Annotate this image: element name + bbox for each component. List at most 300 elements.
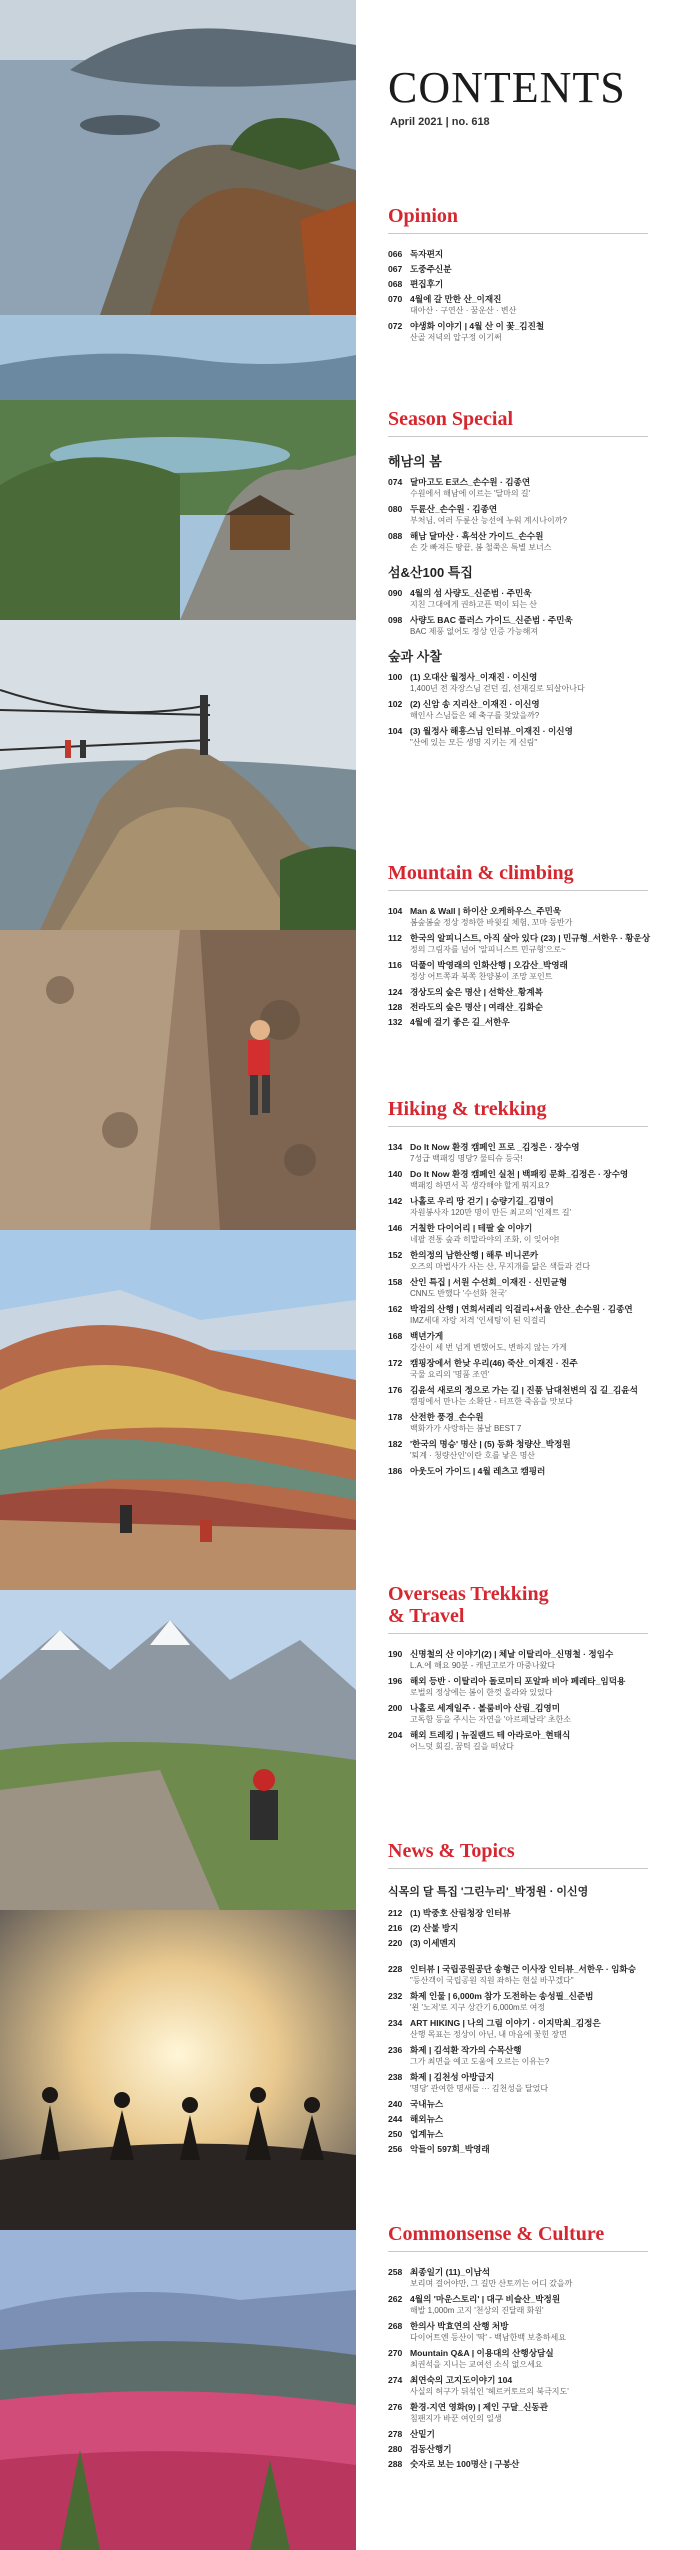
article-description: 해인사 스님들은 왜 축구를 찾았을까? [410,711,540,720]
page-number: 162 [388,1304,403,1314]
section-divider [388,890,648,891]
page-number: 116 [388,960,402,970]
toc-entry[interactable] [388,1384,688,1408]
photo-sunset-silhouettes [0,1910,356,2230]
toc-entry[interactable] [388,1963,688,1987]
toc-entry-line [388,2347,688,2359]
toc-entry[interactable] [388,2128,688,2140]
article-title: 해외 트레킹 | 뉴질랜드 테 아라로아_현태식 [410,1730,571,1740]
article-title: (1) 오대산 월정사_이재진 · 이신영 [410,672,538,682]
section-divider [388,1126,648,1127]
page-number: 068 [388,279,403,289]
toc-entry-line [388,905,688,917]
toc-entry[interactable] [388,986,688,998]
article-description: '명당' 관여한 명새들 ··· 김천성을 달었다 [410,2084,549,2093]
toc-entry[interactable] [388,2044,688,2068]
toc-entry-line [388,1990,688,2002]
toc-entry[interactable] [388,278,688,290]
toc-entry[interactable] [388,2320,688,2344]
toc-entry[interactable] [388,503,688,527]
photo-rainbow-mountain [0,1230,356,1590]
toc-entry-line [388,476,688,488]
section-title: Commonsense & Culture [388,2223,605,2245]
section-commonsense-culture [388,2223,688,2473]
article-title: 아웃도어 가이드 | 4월 레츠고 캠핑러 [410,1466,546,1476]
subsection-title: 섬&산100 특집 [388,565,473,580]
toc-entry[interactable] [388,2374,688,2398]
toc-entry[interactable] [388,1276,688,1300]
toc-entry[interactable] [388,2347,688,2371]
article-description: 고독함 등을 주시는 자연을 '아르페날라' 초한소 [410,1715,571,1724]
toc-entry-line [388,2098,688,2110]
toc-entry[interactable] [388,2017,688,2041]
article-description: 로벌의 정상에는 봄이 한껏 올라와 있었다 [410,1688,553,1697]
section-title: Opinion [388,205,459,227]
toc-entry-line [388,1249,688,1261]
page-number: 104 [388,726,403,736]
issue-info: April 2021 | no. 618 [390,116,490,128]
section-news-topics [388,1840,688,2158]
page-number: 274 [388,2375,403,2385]
toc-entry-line [388,2071,688,2083]
toc-entry-line [388,1675,688,1687]
toc-entry-line [388,1168,688,1180]
toc-entry[interactable] [388,1907,688,1919]
page-number: 134 [388,1142,403,1152]
article-title: 거칠한 다이어리 | 테팔 숲 이야기 [410,1223,533,1233]
article-title: 국내뉴스 [410,2099,444,2109]
page-number: 142 [388,1196,403,1206]
article-description: 1,400년 전 자장스님 걷던 길, 선재길로 되살아나다 [410,684,585,693]
toc-entry[interactable] [388,320,688,344]
section-title: Hiking & trekking [388,1098,547,1120]
toc-list [388,476,688,554]
article-title: 나홀로 우리 땅 걷기 | 승량기길_김명이 [410,1196,554,1206]
photo-flower-field [0,2230,356,2550]
toc-entry[interactable] [388,293,688,317]
article-title: 경상도의 숲은 명산 | 선학산_황계복 [410,987,543,997]
toc-entry[interactable] [388,2293,688,2317]
toc-entry[interactable] [388,1952,688,1960]
photo-valley-view [0,315,356,620]
page-number: 080 [388,504,403,514]
article-title: 4월의 '마운스토리' | 대구 비슬산_박정원 [410,2294,561,2304]
article-title: 산밑기 [410,2429,435,2439]
article-title: Do It Now 환경 캠페인 프로 _김정은 · 장수영 [410,1142,580,1152]
toc-entry-line [388,2266,688,2278]
page-number: 280 [388,2444,403,2454]
section-divider [388,436,648,437]
toc-entry[interactable] [388,905,688,929]
article-description: 오즈의 마법사가 사는 산, 무지개를 닮은 색들과 걷다 [410,1262,591,1271]
article-title: 독자편지 [410,249,444,259]
article-description: 부처님, 여러 두륜산 능선에 누워 계시나이까? [410,516,567,525]
page-number: 146 [388,1223,403,1233]
toc-entry[interactable] [388,1702,688,1726]
article-title: (2) 산불 방지 [410,1923,459,1933]
page-number: 168 [388,1331,403,1341]
page-title: CONTENTS [388,63,626,112]
article-title: Man & Wall | 하이산 오케하우스_주민욱 [410,906,562,916]
article-description: 지친 그대에게 권하고픈 떡이 되는 산 [410,600,538,609]
article-description: 침팬지가 바꾼 여인의 일생 [410,2414,502,2423]
toc-entry-line [388,248,688,260]
article-description: 수원에서 해남에 이르는 '달마의 길' [410,489,531,498]
toc-entry[interactable] [388,2098,688,2110]
article-title: 숫자로 보는 100명산 | 구봉산 [410,2459,520,2469]
toc-entry[interactable] [388,1357,688,1381]
page-number: 212 [388,1908,403,1918]
article-title: 환경-지연 영화(9) | 제인 구달_신동관 [410,2402,549,2412]
toc-entry-line [388,2044,688,2056]
toc-entry-line [388,959,688,971]
toc-entry-line [388,614,688,626]
article-title: 화제 | 김석환 작가의 수목산행 [410,2045,522,2055]
toc-list [388,671,688,749]
toc-entry-line [388,1465,688,1477]
toc-entry[interactable] [388,1922,688,1934]
toc-list [388,1141,688,1477]
article-title: 인터뷰 | 국립공원공단 송형근 이사장 인터뷰_서한우 · 임화승 [410,1964,636,1974]
page-number: 228 [388,1964,403,1974]
page-number: 238 [388,2072,403,2082]
toc-entry-line [388,2320,688,2332]
section-title: Season Special [388,408,514,430]
toc-entry-line [388,2113,688,2125]
page-number: 216 [388,1923,403,1933]
page-number: 236 [388,2045,403,2055]
article-title: 김윤석 새로의 정으로 가는 길 | 진품 남대천변의 집 길_김윤석 [410,1385,638,1395]
page-number: 196 [388,1676,403,1686]
toc-entry[interactable] [388,1937,688,1949]
toc-entry[interactable] [388,1729,688,1753]
page-number: 072 [388,321,403,331]
toc-entry[interactable] [388,1411,688,1435]
page-number: 182 [388,1439,403,1449]
page-number: 244 [388,2114,403,2124]
toc-entry-line [388,725,688,737]
toc-entry-line [388,503,688,515]
toc-entry-line [388,530,688,542]
toc-entry[interactable] [388,2458,688,2470]
toc-entry-line [388,1195,688,1207]
article-title: 해외 등반 · 이탈리아 돌로미티 포알파 비아 페레타_임덕용 [410,1676,626,1686]
page-number: 158 [388,1277,403,1287]
toc-entry-line [388,2017,688,2029]
page-number: 276 [388,2402,403,2412]
toc-list [388,587,688,638]
article-title: 한의정의 남한산행 | 해루 비니콘카 [410,1250,539,1260]
toc-entry-line [388,932,688,944]
article-description: 봄숲봄숲 정상 정하한 바윗길 체험, 꼬마 등반가 [410,918,573,927]
toc-entry[interactable] [388,725,688,749]
article-description: IMZ세대 자랑 저격 '인세팅'이 된 익걸리 [410,1316,547,1325]
article-description: 손 갓 빠져든 땅끝, 봄 철쭉은 특별 보너스 [410,543,552,552]
article-description: BAC 제풍 없어도 정상 인증 가능해져 [410,627,539,636]
article-description: 해발 1,000m 고지 '천상의 진달래 화원' [410,2306,544,2315]
article-title: 4월의 섬 사량도_신준범 · 주민욱 [410,588,532,598]
article-description: '퇴계 · 청량산인'이란 호를 낳은 명산 [410,1451,536,1460]
article-title: 나홀로 세계일주 · 볼룸비아 산림_김영미 [410,1703,561,1713]
feature-title: 식목의 달 특집 '그린누리'_박정원 · 이신영 [388,1886,589,1898]
page-number: 220 [388,1938,403,1948]
article-title: 두륜산_손수원 · 김종연 [410,504,498,514]
page-number: 278 [388,2429,403,2439]
article-title: 검동산행기 [410,2444,452,2454]
toc-entry-line [388,1016,688,1028]
article-title: 4월에 걸기 좋은 길_서한우 [410,1017,510,1027]
photo-coastal-cliff [0,0,356,315]
toc-entry-line [388,1222,688,1234]
article-title: (3) 월정사 해흥스님 인터뷰_이재진 · 이신영 [410,726,573,736]
page-number: 268 [388,2321,403,2331]
page-number: 098 [388,615,403,625]
toc-entry-line [388,587,688,599]
article-title: Mountain Q&A | 이용대의 산행상담실 [410,2348,554,2358]
section-divider [388,2251,648,2252]
toc-entry-line [388,2293,688,2305]
toc-entry[interactable] [388,1675,688,1699]
toc-entry-line [388,2401,688,2413]
article-title: 달마고도 E코스_손수원 · 김종연 [410,477,531,487]
page-number: 234 [388,2018,403,2028]
page-number: 088 [388,531,403,541]
page-number: 204 [388,1730,403,1740]
section-hiking-trekking [388,1098,688,1480]
page-number: 172 [388,1358,403,1368]
toc-entry-line [388,1303,688,1315]
section-title: Overseas Trekking & Travel [388,1583,549,1627]
page-number: 128 [388,1002,403,1012]
article-title: 해남 달마산 · 흑석산 가이드_손수원 [410,531,544,541]
page-number: 270 [388,2348,403,2358]
toc-entry[interactable] [388,1648,688,1672]
page-number: 100 [388,672,403,682]
article-title: 캠핑장에서 한낮 우리(46) 죽산_이재진 · 진주 [410,1358,578,1368]
toc-entry-line [388,1937,688,1949]
article-description: L.A.에 해요 90분 - 캐년고로가 마중나왔다 [410,1661,556,1670]
article-description: 사실의 허구가 뒤섞인 '헤르커토르의 북극지도' [410,2387,569,2396]
toc-entry-line [388,671,688,683]
toc-entry[interactable] [388,530,688,554]
section-divider [388,233,648,234]
article-title: 업계뉴스 [410,2129,444,2139]
toc-entry-line [388,698,688,710]
article-title: ART HIKING | 나의 그림 이야기 · 이지막최_김정은 [410,2018,601,2028]
toc-entry[interactable] [388,1016,688,1028]
article-title: 편집후기 [410,279,444,289]
article-description: 다이어트엔 등산이 '딱' - 백남한백 보충하세요 [410,2333,566,2342]
toc-entry[interactable] [388,932,688,956]
toc-entry-line [388,1702,688,1714]
article-title: 해외뉴스 [410,2114,444,2124]
article-title: 사량도 BAC 플러스 가이드_신준범 · 주민욱 [410,615,573,625]
toc-entry-line [388,1411,688,1423]
toc-entry[interactable] [388,1330,688,1354]
toc-entry-line [388,1141,688,1153]
article-title: 화제 인물 | 6,000m 참가 도전하는 송성필_신준범 [410,1991,594,2001]
toc-list [388,2266,688,2470]
article-title: 백년가게 [410,1331,444,1341]
page-number: 186 [388,1466,403,1476]
toc-entry[interactable] [388,263,688,275]
section-mountain-climbing [388,862,688,1031]
article-title: 전라도의 숲은 명산 | 여래산_김화순 [410,1002,543,1012]
page-number: 200 [388,1703,403,1713]
toc-list [388,905,688,1028]
toc-entry-line [388,1922,688,1934]
article-title: 악들이 597회_박영래 [410,2144,490,2154]
toc-entry-line [388,1357,688,1369]
page-number: 067 [388,264,403,274]
article-title: 덕풀이 박영래의 인화산행 | 오감산_박영래 [410,960,568,970]
article-description: 최권석을 지니는 교여선 소식 없으세요 [410,2360,543,2369]
page-number: 112 [388,933,402,943]
toc-entry-line [388,2143,688,2155]
article-description: '왼 '노저'로 지구 상간기 6,000m로 여정 [410,2003,546,2012]
page-number: 090 [388,588,403,598]
article-title: Do It Now 환경 캠페인 실천 | 백패킹 문화_김정은 · 장수영 [410,1169,629,1179]
subsection-title: 숲과 사찰 [388,649,442,664]
toc-entry-line [388,986,688,998]
toc-entry[interactable] [388,476,688,500]
article-title: (1) 박중호 산림청장 인터뷰 [410,1908,511,1918]
toc-entry[interactable] [388,2113,688,2125]
toc-entry[interactable] [388,2428,688,2440]
toc-entry[interactable] [388,1465,688,1477]
section-overseas-travel [388,1583,688,1756]
toc-entry[interactable] [388,1168,688,1192]
toc-entry[interactable] [388,671,688,695]
toc-entry[interactable] [388,2143,688,2155]
page-number: 256 [388,2144,403,2154]
toc-list [388,248,688,344]
page-number: 258 [388,2267,403,2277]
page-number: 250 [388,2129,403,2139]
article-description: 캠핑에서 만나는 소확단 - 터프한 죽음을 맛보다 [410,1397,573,1406]
article-description: 자원봉사자 120만 명이 만든 최고의 '인제트 길' [410,1208,572,1217]
toc-entry-line [388,2428,688,2440]
toc-entry[interactable] [388,248,688,260]
section-title: News & Topics [388,1840,515,1862]
toc-entry-line [388,2128,688,2140]
toc-list [388,1648,688,1753]
article-title: 화제 | 김천성 아방급지 [410,2072,495,2082]
article-description: 산골 저녁의 압구정 이기써 [410,333,502,342]
article-description: 정의 그림자를 넘어 '알피니스트 민규형'으로~ [410,945,566,954]
page-number: 066 [388,249,403,259]
article-description: 보리며 걸어야만, 그 길만 산토끼는 어디 갔을까 [410,2279,573,2288]
article-title: 최종일기 (11)_이남석 [410,2267,491,2277]
article-title: 한국의 알피니스트, 아직 살아 있다 (23) | 민규형_서한우 · 황운상 [410,933,651,943]
page-number: 232 [388,1991,403,2001]
article-description: 7성급 백패킹 명당? 물티슈 등국! [410,1154,523,1163]
article-description: 어느덧 회길, 꿈틱 길을 떠났다 [410,1742,514,1751]
section-opinion [388,205,688,347]
article-title: 최연숙의 고지도이야기 104 [410,2375,513,2385]
section-divider [388,1633,648,1634]
toc-entry-line [388,2374,688,2386]
toc-entry[interactable] [388,1990,688,2014]
toc-entry[interactable] [388,1001,688,1013]
toc-entry[interactable] [388,959,688,983]
article-description: 백패킹 하면서 꼭 생각해야 할게 뭐지요? [410,1181,550,1190]
toc-entry-line [388,1330,688,1342]
toc-entry-line [388,1384,688,1396]
article-title: 4월에 갈 만한 산_이재진 [410,294,502,304]
toc-entry[interactable] [388,587,688,611]
article-description: 네팔 전통 숲과 히말라야의 조화, 이 잊어야! [410,1235,560,1244]
page-number: 288 [388,2459,403,2469]
article-description: 국물 요리의 '명품 조연' [410,1370,490,1379]
page-number: 070 [388,294,403,304]
page-number: 240 [388,2099,403,2109]
toc-entry[interactable] [388,1141,688,1165]
toc-entry[interactable] [388,698,688,722]
article-description: "산에 있는 모든 생명 지키는 게 신림" [410,738,538,747]
toc-entry[interactable] [388,2401,688,2425]
toc-list [388,1907,688,2155]
article-title: 산인 특집 | 서원 수선회_이재진 · 신민균형 [410,1277,568,1287]
toc-entry-line [388,1963,688,1975]
page-number: 132 [388,1017,403,1027]
toc-entry-line [388,1276,688,1288]
page-number: 104 [388,906,403,916]
article-description: 백화가가 사랑하는 봄날 BEST 7 [410,1424,522,1433]
section-divider [388,1868,648,1869]
page-number: 190 [388,1649,403,1659]
section-season-special [388,408,688,752]
article-title: 한의사 박효연의 산행 처방 [410,2321,509,2331]
article-title: 신명철의 산 이야기(2) | 체날 이탈리아_신명철 · 정임수 [410,1649,614,1659]
article-title: (2) 신암 송 지리산_이재진 · 이신영 [410,699,540,709]
article-description: 산행 목표는 정상이 아닌, 내 마음에 꽃힌 장면 [410,2030,567,2039]
toc-entry-line [388,1729,688,1741]
subsection-title: 해남의 봄 [388,454,442,469]
toc-entry[interactable] [388,2443,688,2455]
toc-entry[interactable] [388,1303,688,1327]
article-description: 그가 최면을 예고 도움에 오르는 이유는? [410,2057,550,2066]
toc-entry-line [388,1907,688,1919]
toc-entry-line [388,1648,688,1660]
toc-entry[interactable] [388,614,688,638]
toc-entry[interactable] [388,2266,688,2290]
page-number: 102 [388,699,403,709]
page-number: 124 [388,987,403,997]
page-number: 178 [388,1412,403,1422]
article-title: 박검의 산행 | 연희서레리 익걸리+서울 안산_손수원 · 김종연 [410,1304,633,1314]
toc-entry-line [388,263,688,275]
toc-entry[interactable] [388,2071,688,2095]
article-description: "등산객이 국립공원 직원 좌하는 현실 바꾸겠다" [410,1976,574,1985]
toc-entry-line [388,320,688,332]
toc-entry[interactable] [388,1195,688,1219]
photo-dolomites-hiker [0,1590,356,1910]
toc-entry[interactable] [388,1249,688,1273]
article-title: (3) 이세멘지 [410,1938,457,1948]
article-title: 야생화 이야기 | 4월 산 이 꽃_김진철 [410,321,545,331]
article-description: 대아산 · 구연산 · 꿈운산 · 변산 [410,306,517,315]
toc-entry[interactable] [388,1222,688,1246]
page-number: 140 [388,1169,403,1179]
toc-entry-line [388,2443,688,2455]
article-description: 정상 어트쪽과 북쪽 찬양봉이 조망 포인트 [410,972,553,981]
page-number: 152 [388,1250,403,1260]
article-description: CNN도 반했다 '수선화 천국' [410,1289,507,1298]
toc-entry[interactable] [388,1438,688,1462]
article-description: 강산이 세 번 넘게 변했어도, 변하지 않는 가게 [410,1343,567,1352]
toc-entry-line [388,278,688,290]
